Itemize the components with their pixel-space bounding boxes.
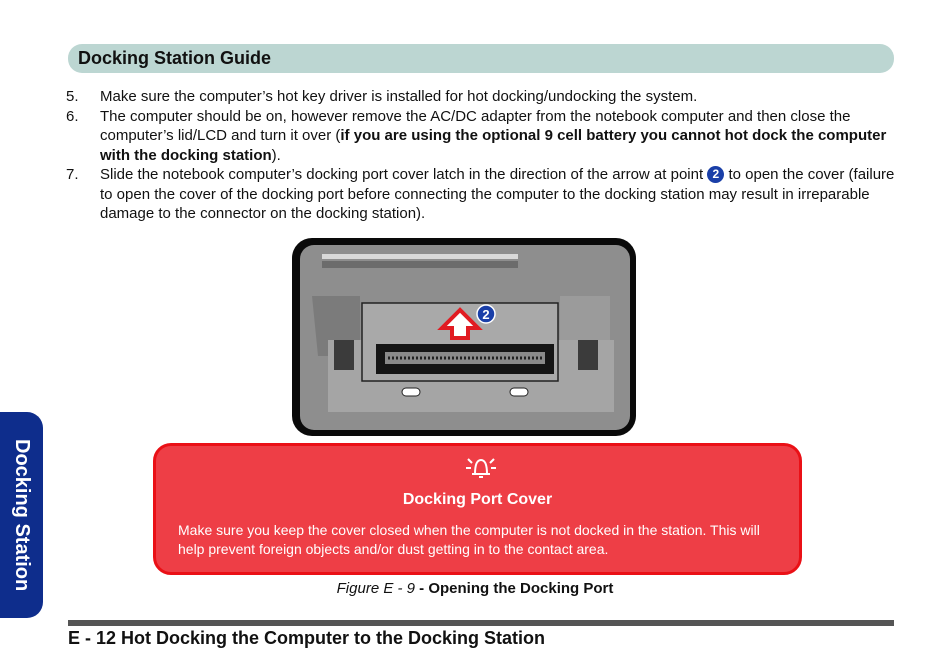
latch-slot-right — [578, 340, 598, 370]
vent-slot — [322, 254, 518, 259]
step-number: 6. — [66, 107, 79, 125]
step-number: 5. — [66, 88, 79, 105]
point-marker-label: 2 — [482, 307, 490, 322]
step-warning-text: if you are using the optional 9 cell battery you cannot hot dock the computer with the docking station — [100, 127, 887, 164]
figure-caption — [0, 580, 950, 597]
step-text — [100, 107, 896, 166]
step-text-part: The computer should be on, however remove the AC/DC adapter from the notebook computer and then close the computer’s lid/LCD and turn it over ( — [100, 107, 851, 144]
step-text-part: Slide the notebook computer’s docking port cover latch in the direction of the arrow at point — [100, 166, 708, 183]
list-item — [66, 165, 896, 224]
section-header-bar — [68, 44, 894, 73]
foot-left — [402, 388, 420, 396]
step-text: Make sure the computer’s hot key driver is installed for hot docking/undocking the system. — [100, 88, 698, 105]
page-footer-title: E - 12 Hot Docking the Computer to the Docking Station — [68, 628, 546, 648]
step-text — [100, 165, 896, 224]
bell-alert-icon — [464, 454, 498, 480]
point-badge: 2 — [707, 166, 724, 183]
latch-slot-left — [334, 340, 354, 370]
step-text-part: to open the cover (failure to open the cover of the docking port before connecting the computer to the docking station may result in irreparable damage to the connector on the docking station). — [100, 166, 895, 222]
list-item — [66, 87, 896, 107]
step-text-part: ). — [271, 146, 281, 164]
chapter-side-tab-label: Docking Station — [11, 438, 33, 592]
vent-slot-shadow — [322, 261, 518, 268]
foot-right — [510, 388, 528, 396]
caution-body: Make sure you keep the cover closed when the computer is not docked in the station. This will help prevent foreign objects and/or dust getting in to the contact area. — [178, 522, 760, 557]
footer-divider — [68, 620, 894, 626]
section-title: Docking Station Guide — [78, 48, 272, 68]
docking-port-illustration — [290, 236, 638, 438]
caution-box — [153, 443, 802, 575]
figure-title: - Opening the Docking Port — [415, 580, 614, 597]
caution-title: Docking Port Cover — [402, 491, 553, 508]
list-item — [66, 107, 896, 166]
instruction-list — [66, 87, 896, 224]
step-number: 7. — [66, 166, 79, 183]
chapter-side-tab — [0, 412, 43, 618]
figure-label: Figure E - 9 — [336, 580, 416, 597]
